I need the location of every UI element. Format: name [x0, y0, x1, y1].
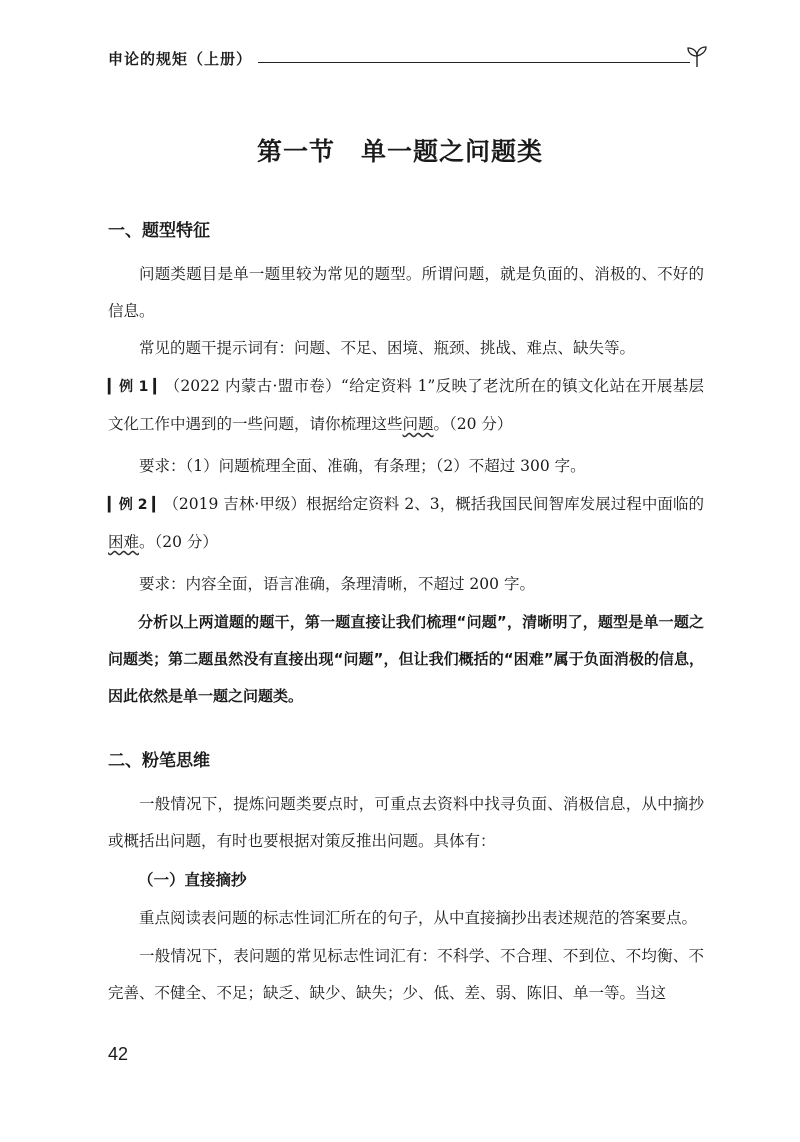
example-2-score: 。（20 分）: [139, 533, 218, 551]
paragraph-intro: 问题类题目是单一题里较为常见的题型。所谓问题，就是负面的、消极的、不好的信息。: [108, 265, 704, 320]
example-1: [108, 368, 704, 443]
example-1-emphasis: 问题: [402, 415, 434, 433]
section-title: 第一节 单一题之问题类: [256, 137, 543, 166]
heading-fenbi-thinking: 二、粉笔思维: [108, 751, 210, 771]
sprout-icon: [686, 44, 708, 68]
book-title: 申论的规矩（上册）: [108, 50, 253, 68]
paragraph-direct-copy: 重点阅读表问题的标志性词汇所在的句子，从中直接摘抄出表述规范的答案要点。: [139, 909, 698, 927]
subheading-direct-copy: （一）直接摘抄: [138, 871, 247, 889]
running-header: [108, 44, 708, 72]
paragraph-method-intro: 一般情况下，提炼问题类要点时，可重点去资料中找寻负面、消极信息，从中摘抄或概括出问题，有时也要根据对策反推出问题。具体有：: [108, 795, 704, 850]
example-1-score: 。（20 分）: [433, 415, 513, 433]
example-2-tag: ▎例 2 ▎: [108, 497, 164, 513]
paragraph-keywords: 常见的题干提示词有：问题、不足、困境、瓶颈、挑战、难点、缺失等。: [139, 339, 636, 357]
example-2: [108, 486, 704, 561]
example-2-emphasis: 困难: [108, 533, 140, 551]
example-2-text: （2019 吉林·甲级）根据给定资料 2、3，概括我国民间智库发展过程中面临的: [163, 495, 705, 513]
example-1-tag: ▎例 1 ▎: [108, 379, 165, 395]
header-rule: [258, 62, 690, 63]
paragraph-signal-words: 一般情况下，表问题的常见标志性词汇有：不科学、不合理、不到位、不均衡、不完善、不健全、不足；缺乏、缺少、缺失；少、低、差、弱、陈旧、单一等。当这: [108, 947, 704, 1002]
example-2-requirement: 要求：内容全面，语言准确，条理清晰，不超过 200 字。: [139, 575, 535, 593]
paragraph-analysis: 分析以上两道题的题干，第一题直接让我们梳理“问题”，清晰明了，题型是单一题之问题类；第二题虽然没有直接出现“问题”，但让我们概括的“困难”属于负面消极的信息，因此依然是单一题之问题类。: [108, 613, 704, 705]
example-1-text: （2022 内蒙古·盟市卷）“给定资料 1”反映了老沈所在的镇文化站在开展基层文化工作中遇到的一些问题，请你梳理这些: [108, 377, 704, 433]
page-number: 42: [108, 1044, 129, 1064]
example-1-requirement: 要求：（1）问题梳理全面、准确，有条理；（2）不超过 300 字。: [139, 457, 586, 475]
heading-question-features: 一、题型特征: [108, 221, 210, 241]
